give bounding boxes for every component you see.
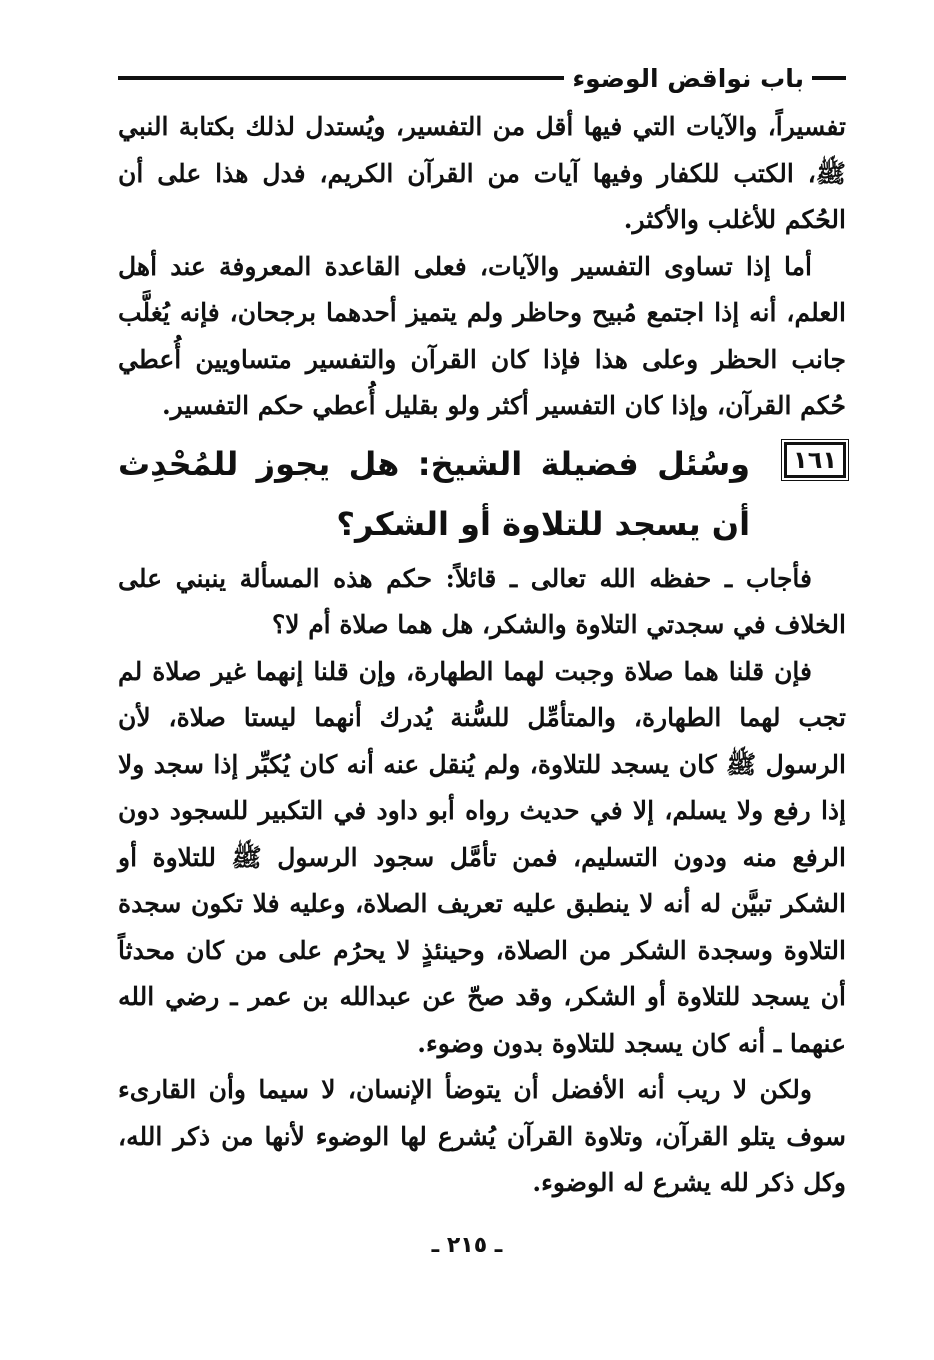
chapter-title: باب نواقض الوضوء — [572, 63, 804, 93]
question-block — [118, 434, 846, 554]
paragraph-answer-intro: فأجاب ـ حفظه الله تعالى ـ قائلاً: حكم هذه المسألة ينبني على الخلاف في سجدتي التلاوة والشكر، هل هما صلاة أم لا؟ — [118, 563, 846, 639]
book-page — [118, 58, 846, 1207]
paragraph-equal-case: أما إذا تساوى التفسير والآيات، فعلى القاعدة المعروفة عند أهل العلم، أنه إذا اجتمع مُبيح وحاظر ولم يتميز أحدهما برجحان، فإنه يُغلَّب جانب الحظر وعلى هذا فإذا كان القرآن والتفسير متساويين أُعطي حُكم القرآن، وإذا كان التفسير أكثر ولو بقليل أُعطي حكم التفسير. — [118, 251, 846, 420]
header-rule-left — [118, 76, 564, 80]
header-rule-right — [812, 76, 846, 80]
paragraph-continuation: تفسيراً، والآيات التي فيها أقل من التفسير، ويُستدل لذلك بكتابة النبي ﷺ، الكتب للكفار وفيها آيات من القرآن الكريم، فدل هذا على أن الحُكم للأغلب والأكثر. — [118, 112, 846, 234]
question-number-box: ١٦١ — [784, 442, 846, 478]
running-header — [118, 58, 846, 98]
paragraph-answer-body: فإن قلنا هما صلاة وجبت لهما الطهارة، وإن قلنا إنهما غير صلاة لم تجب لهما الطهارة، والمتأمِّل للسُّنة يُدرك أنهما ليستا صلاة، لأن الرسول ﷺ كان يسجد للتلاوة، ولم يُنقل عنه أنه كان يُكبِّر إذا سجد ولا إذا رفع ولا يسلم، إلا في حديث رواه أبو داود في التكبير للسجود دون الرفع منه ودون التسليم، فمن تأمَّل سجود الرسول ﷺ للتلاوة أو الشكر تبيَّن له أنه لا ينطبق عليه تعريف الصلاة، وعليه فلا تكون سجدة التلاوة وسجدة الشكر من الصلاة، وحينئذٍ لا يحرُم على من كان محدثاً أن يسجد للتلاوة أو الشكر، وقد صحّ عن عبدالله بن عمر ـ رضي الله عنهما ـ أنه كان يسجد للتلاوة بدون وضوء. — [118, 656, 846, 1058]
page-number: ـ ٢١٥ ـ — [431, 1233, 503, 1258]
paragraph-conclusion: ولكن لا ريب أنه الأفضل أن يتوضأ الإنسان، لا سيما وأن القارىء سوف يتلو القرآن، وتلاوة القرآن يُشرع لها الوضوء لأنها من ذكر الله، وكل ذكر لله يشرع له الوضوء. — [118, 1075, 846, 1197]
question-heading: وسُئل فضيلة الشيخ: هل يجوز للمُحْدِث أن يسجد للتلاوة أو الشكر؟ — [118, 444, 751, 543]
